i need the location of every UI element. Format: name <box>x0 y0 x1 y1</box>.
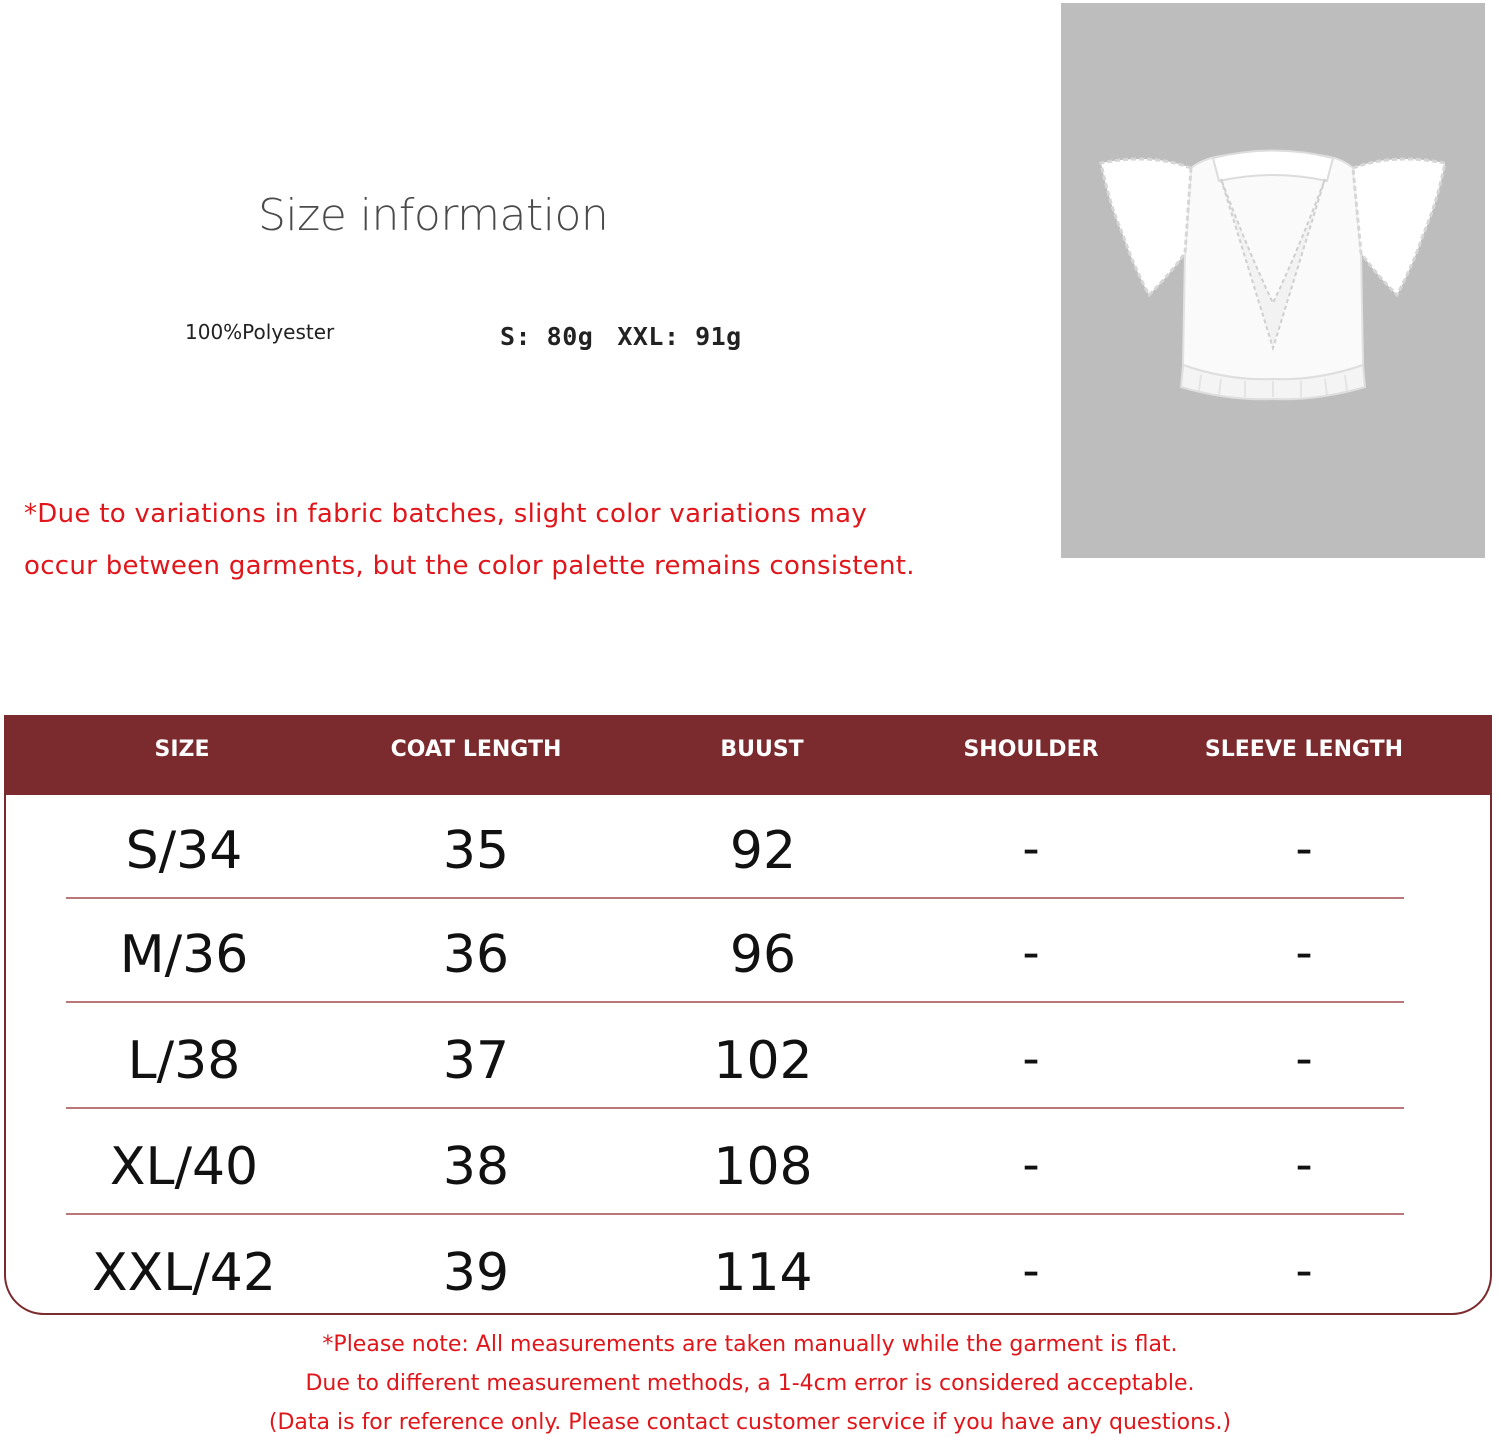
row-divider <box>66 1001 1404 1003</box>
row-divider <box>66 1107 1404 1109</box>
column-header-sleeve-length: SLEEVE LENGTH <box>1204 737 1404 762</box>
page-title: Size information <box>258 190 609 241</box>
color-note-line-1: *Due to variations in fabric batches, slight color variations may <box>24 499 868 529</box>
color-variation-note <box>24 488 1034 592</box>
table-row <box>6 899 1494 1003</box>
size-table <box>4 715 1492 1315</box>
cell-coat-length: 35 <box>442 821 510 881</box>
cell-size: XXL/42 <box>92 1243 276 1303</box>
material-label: 100%Polyester <box>185 320 335 344</box>
table-header <box>4 715 1492 795</box>
table-row <box>6 795 1494 899</box>
cell-shoulder: - <box>1022 1243 1040 1299</box>
cell-sleeve-length: - <box>1295 1031 1313 1087</box>
measurement-note-line-1: *Please note: All measurements are taken manually while the garment is flat. <box>322 1332 1178 1357</box>
product-photo <box>1061 3 1485 558</box>
table-row <box>6 1217 1494 1321</box>
cell-coat-length: 37 <box>442 1031 510 1091</box>
cell-sleeve-length: - <box>1295 925 1313 981</box>
cell-size: S/34 <box>125 821 243 881</box>
weight-xxl: XXL: 91g <box>617 322 742 351</box>
cell-sleeve-length: - <box>1295 1243 1313 1299</box>
column-header-shoulder: SHOULDER <box>963 737 1099 762</box>
cell-shoulder: - <box>1022 821 1040 877</box>
weight-info <box>500 322 766 351</box>
cell-shoulder: - <box>1022 925 1040 981</box>
cell-shoulder: - <box>1022 1031 1040 1087</box>
cell-size: M/36 <box>119 925 249 985</box>
cell-coat-length: 39 <box>442 1243 510 1303</box>
cell-size: L/38 <box>127 1031 241 1091</box>
color-note-line-2: occur between garments, but the color palette remains consistent. <box>24 551 915 581</box>
cell-coat-length: 36 <box>442 925 510 985</box>
cell-sleeve-length: - <box>1295 1137 1313 1193</box>
cell-bust: 102 <box>713 1031 813 1091</box>
weight-small: S: 80g <box>500 322 594 351</box>
white-ruffle-sleeve-crop-top-icon <box>1061 3 1485 558</box>
cell-sleeve-length: - <box>1295 821 1313 877</box>
cell-size: XL/40 <box>109 1137 259 1197</box>
measurement-note-line-2: Due to different measurement methods, a 1-4cm error is considered acceptable. <box>305 1371 1195 1396</box>
measurement-notes <box>0 1325 1500 1437</box>
cell-coat-length: 38 <box>442 1137 510 1197</box>
table-row <box>6 1111 1494 1215</box>
column-header-bust: BUUST <box>720 737 804 762</box>
cell-bust: 114 <box>713 1243 813 1303</box>
column-header-size: SIZE <box>154 737 210 762</box>
cell-shoulder: - <box>1022 1137 1040 1193</box>
cell-bust: 96 <box>729 925 797 985</box>
table-row <box>6 1005 1494 1109</box>
column-header-coat-length: COAT LENGTH <box>390 737 562 762</box>
cell-bust: 108 <box>713 1137 813 1197</box>
row-divider <box>66 1213 1404 1215</box>
cell-bust: 92 <box>729 821 797 881</box>
measurement-note-line-3: (Data is for reference only. Please contact customer service if you have any questions.) <box>268 1410 1232 1435</box>
